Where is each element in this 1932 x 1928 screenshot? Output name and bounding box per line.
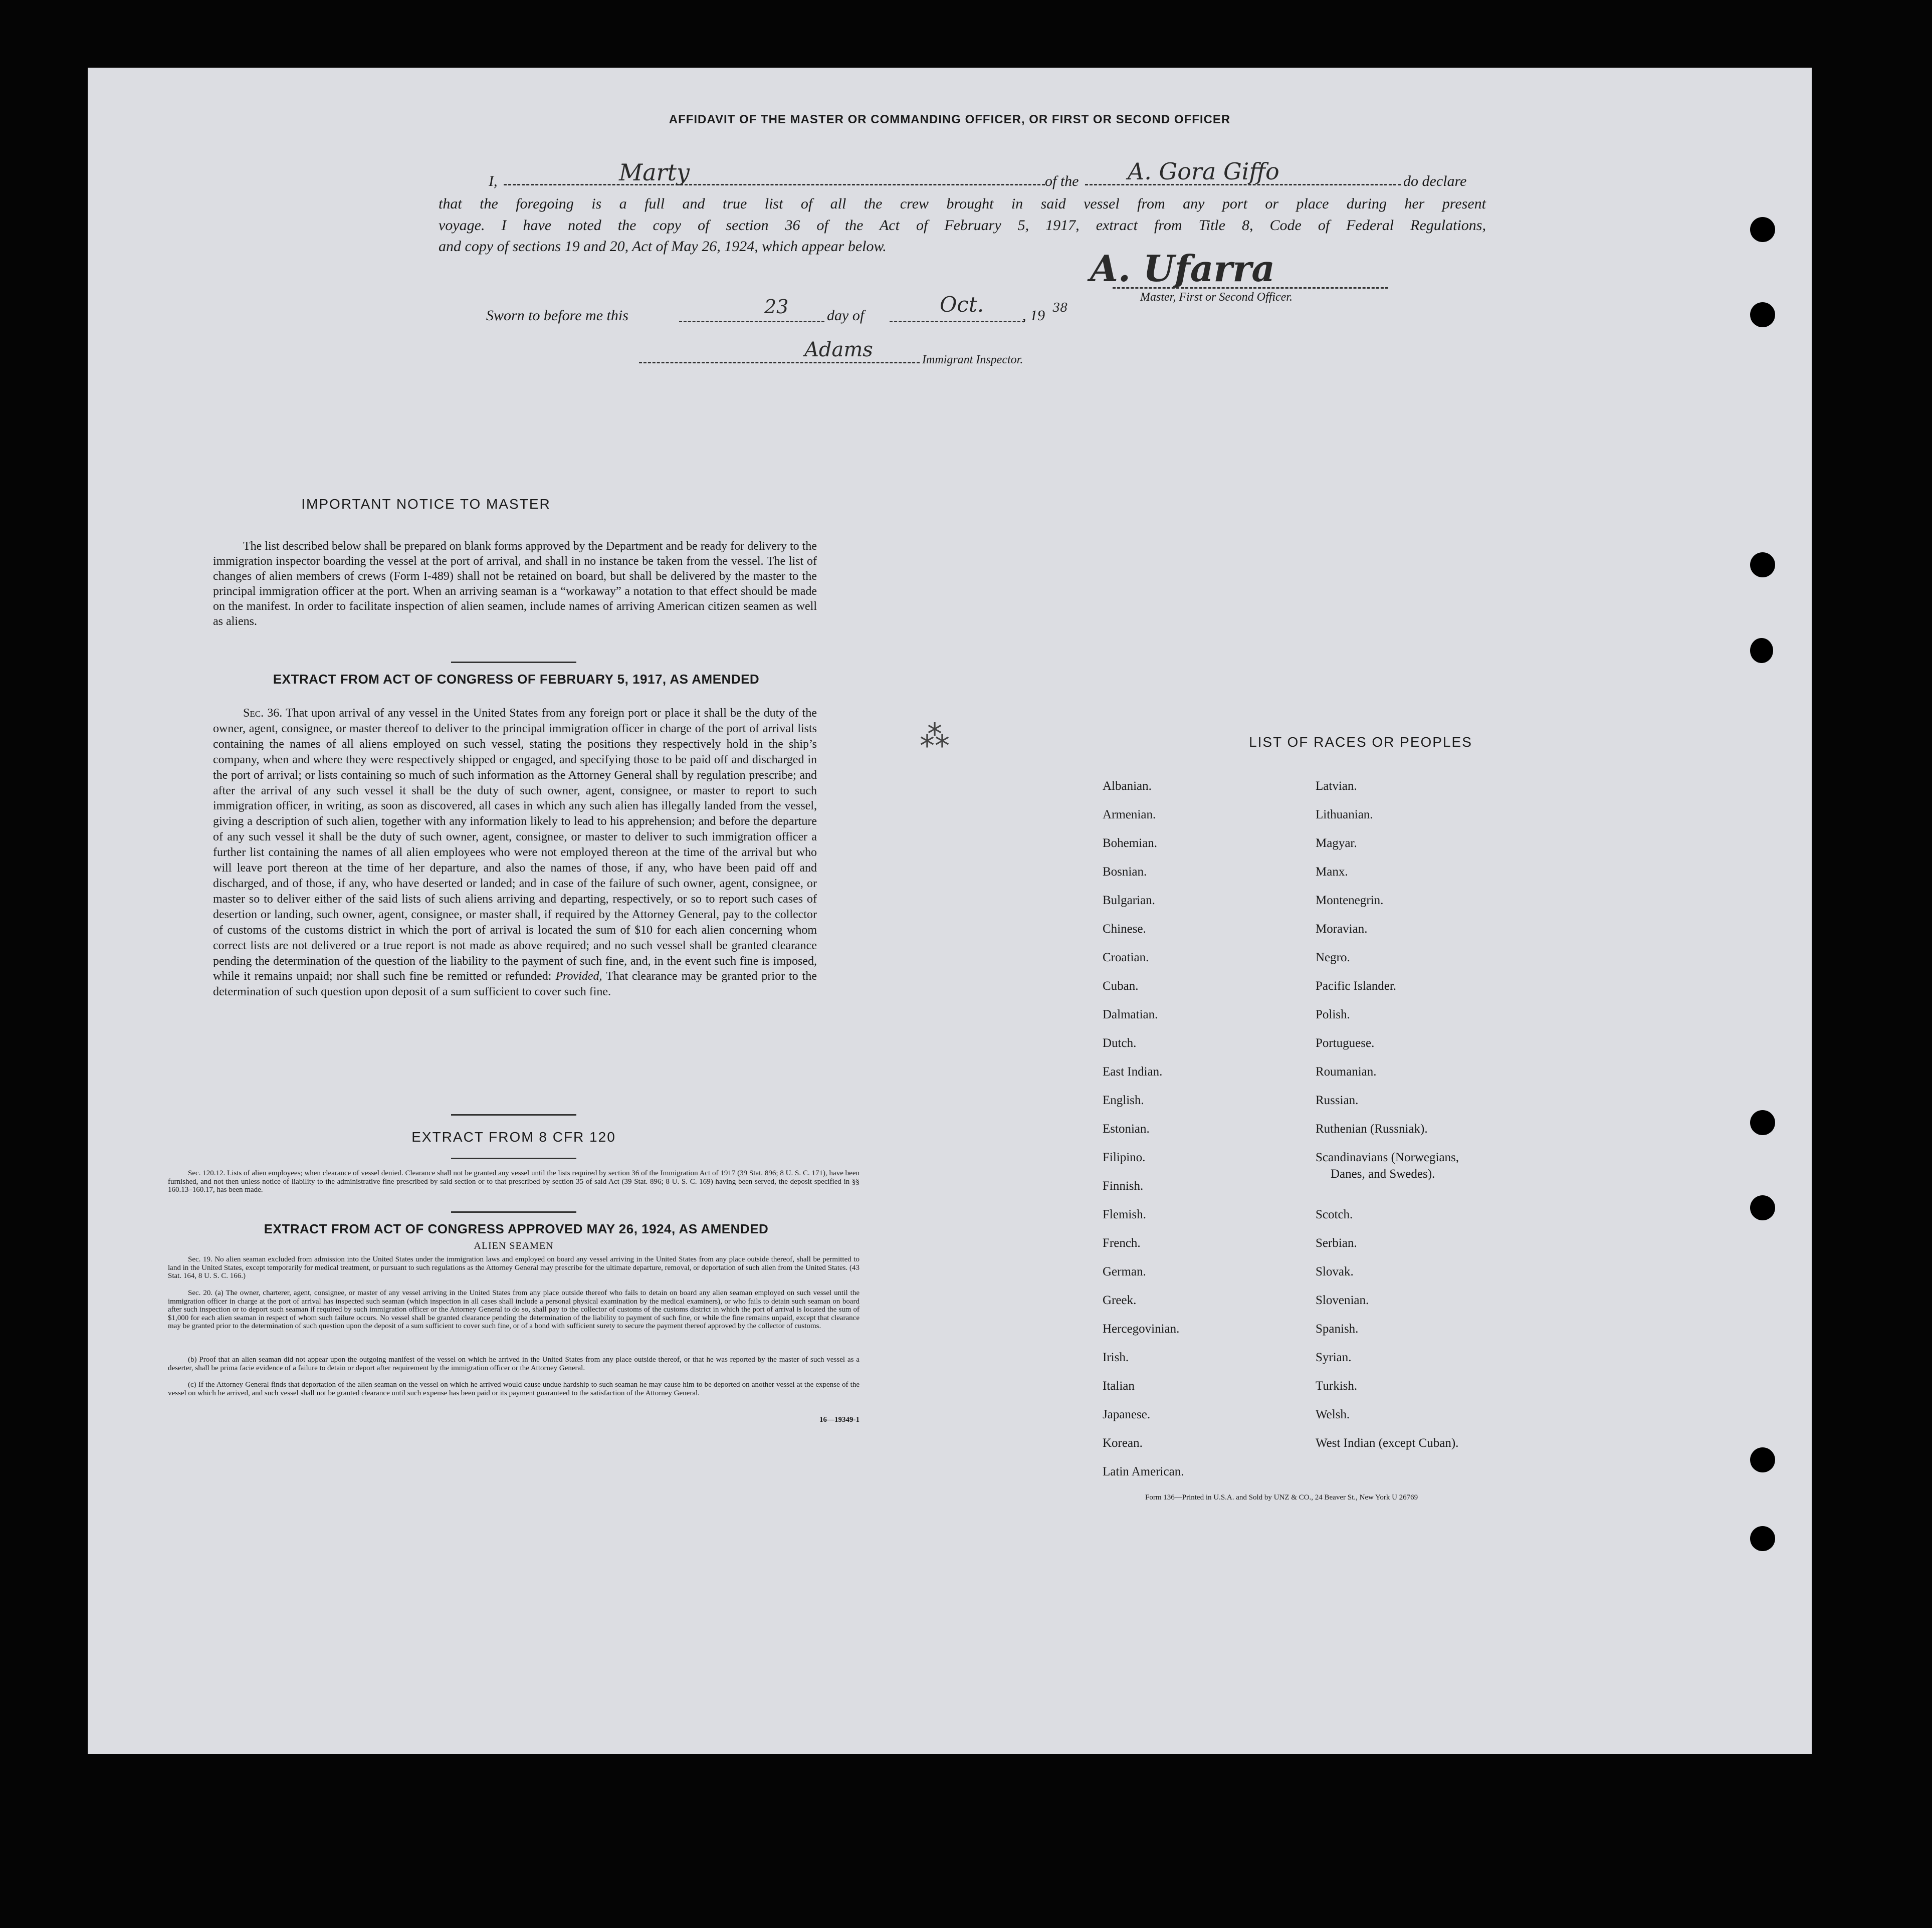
race-item: Roumanian. [1316, 1065, 1377, 1079]
master-signature-line [1113, 287, 1388, 289]
race-item: Latvian. [1316, 779, 1357, 793]
race-item: Slovenian. [1316, 1294, 1369, 1307]
do-declare-label: do declare [1403, 173, 1467, 189]
race-item: Lithuanian. [1316, 808, 1373, 821]
sworn-month-handwritten: Oct. [940, 292, 984, 317]
race-item: Armenian. [1103, 808, 1156, 821]
race-item: Turkish. [1316, 1379, 1358, 1393]
race-item: Italian [1103, 1379, 1135, 1393]
year-suffix-handwritten: 38 [1052, 301, 1068, 315]
divider [451, 1114, 576, 1116]
race-item: Montenegrin. [1316, 894, 1384, 907]
race-item: Chinese. [1103, 922, 1146, 936]
binder-hole [1750, 1526, 1775, 1551]
race-item: Dalmatian. [1103, 1008, 1158, 1021]
races-title: LIST OF RACES OR PEOPLES [1249, 734, 1472, 750]
race-item: Finnish. [1103, 1179, 1144, 1193]
extract-1917-title: EXTRACT FROM ACT OF CONGRESS OF FEBRUARY 5, 1917, AS AMENDED [273, 672, 760, 687]
affidavit-title: AFFIDAVIT OF THE MASTER OR COMMANDING OFFICER, OR FIRST OR SECOND OFFICER [669, 113, 1231, 126]
binder-hole [1750, 1195, 1775, 1220]
sworn-day-line [679, 321, 824, 322]
cfr-section-text: Sec. 120.12. Lists of alien employees; when clearance of vessel denied. Clearance shall not be granted any vessel until the lists required by section 36 of the Immigration Act of 1917 (39 Stat. 896; 8 U. S. C. 171), have been furnished, and not then unless notice of liability to the administrative fine prescribed by said section or to that prescribed by section 35 of said Act (39 Stat. 896; 8 U. S. C. 169) having been served, the deposit specified in §§ 160.13–160.17, has been made. [168, 1169, 860, 1194]
binder-hole [1750, 217, 1775, 242]
section-20c-text: (c) If the Attorney General finds that deportation of the alien seaman on the vessel on which he arrived would cause undue hardship to such seaman he may cause him to be deported on another vessel at the expense of the vessel on which he arrived, and such vessel shall not be granted clearance until such expense has been paid or its payment guaranteed to the satisfaction of the Attorney General. [168, 1381, 860, 1397]
race-item: Latin American. [1103, 1465, 1184, 1478]
of-the-label: of the [1045, 173, 1079, 189]
sworn-label: Sworn to before me this [486, 307, 628, 324]
inspector-line [639, 362, 920, 363]
race-item: Bohemian. [1103, 836, 1158, 850]
race-item: Negro. [1316, 951, 1350, 964]
race-item: West Indian (except Cuban). [1316, 1436, 1459, 1450]
binder-hole [1750, 638, 1773, 663]
race-item: Russian. [1316, 1094, 1359, 1107]
affidavit-line-4: and copy of sections 19 and 20, Act of May 26, 1924, which appear below. [439, 238, 887, 255]
race-item: Ruthenian (Russniak). [1316, 1122, 1428, 1136]
notice-body: The list described below shall be prepared on blank forms approved by the Department and be ready for delivery to the immigration inspector boarding the vessel at the port of arrival, and shall in no instance be taken from the vessel. The list of changes of alien members of crews (Form I-489) shall not be retained on board, but shall be delivered by the master to the principal immigration officer at the port. When an arriving seaman is a “workaway” a notation to that effect should be made on the manifest. In order to facilitate inspection of alien seamen, include names of arriving American citizen seamen as well as aliens. [213, 540, 817, 628]
race-item: Korean. [1103, 1436, 1143, 1450]
race-item: Serbian. [1316, 1236, 1357, 1250]
binder-hole [1750, 302, 1775, 327]
binder-hole [1750, 1447, 1775, 1472]
vessel-name-handwritten: A. Gora Giffo [1128, 158, 1279, 185]
race-item: Magyar. [1316, 836, 1357, 850]
notice-title: IMPORTANT NOTICE TO MASTER [301, 496, 551, 512]
section-20a-text: Sec. 20. (a) The owner, charterer, agent, consignee, or master of any vessel arriving in the United States from any place outside thereof who fails to detain on board any alien seaman employed on such vessel until the immigration officer in charge at the port of arrival has inspected such seaman (which inspection in all cases shall include a personal physical examination by the medical examiners), or who fails to detain such seaman on board after such inspection or to deport such seaman if required by such immigration officer or the Attorney General to do so, shall pay to the collector of customs of the customs district in which the port of arrival is located the sum of $1,000 for each alien seaman in respect of whom such failure occurs. No vessel shall be granted clearance pending the determination of the liability to payment of such fine, or while the fine remains unpaid, except that clearance may be granted prior to the determination of such question upon the deposit of a sum sufficient to cover such fine, or of a bond with sufficient surety to secure the payment thereof approved by the collector of customs. [168, 1289, 860, 1330]
race-item: Cuban. [1103, 979, 1139, 993]
race-item: Danes, and Swedes). [1331, 1167, 1435, 1181]
inspector-signature: Adams [804, 338, 873, 361]
form-code: 16—19349-1 [819, 1416, 860, 1424]
race-item: Hercegovinian. [1103, 1322, 1180, 1336]
race-item: Albanian. [1103, 779, 1152, 793]
master-name-handwritten: Marty [619, 159, 690, 186]
ink-smudge: ⁂ [920, 720, 950, 753]
master-signature: A. Ufarra [1090, 247, 1275, 290]
race-item: Irish. [1103, 1351, 1129, 1364]
extract-1924-title: EXTRACT FROM ACT OF CONGRESS APPROVED MAY 26, 1924, AS AMENDED [264, 1221, 769, 1236]
affidavit-line-3: voyage. I have noted the copy of section 36 of the Act of February 5, 1917, extract from Title 8, Code of Federal Regulations, [439, 217, 1486, 234]
race-item: Greek. [1103, 1294, 1137, 1307]
race-item: Dutch. [1103, 1036, 1137, 1050]
master-name-line [504, 184, 1045, 185]
race-item: Pacific Islander. [1316, 979, 1397, 993]
race-item: Flemish. [1103, 1208, 1146, 1221]
section-36-label: Sec. 36. [243, 707, 283, 720]
race-item: Scandinavians (Norwegians, [1316, 1151, 1459, 1164]
affidavit-i-label: I, [489, 173, 498, 189]
master-signature-caption: Master, First or Second Officer. [1140, 291, 1293, 304]
race-item: Estonian. [1103, 1122, 1150, 1136]
section-36-body-end: That clearance may be granted prior to the determination of such question upon deposit of a sum sufficient to cover such fine. [213, 970, 817, 999]
section-36-body: That upon arrival of any vessel in the United States from any foreign port or place it shall be the duty of the owner, agent, consignee, or master thereof to deliver to the principal immigration officer in charge of the port of arrival lists containing the names of all aliens employed on such vessel, stating the positions they respectively hold in the ship’s company, when and where they were respectively shipped or engaged, and specifying those to be paid off and discharged in the port of arrival; or lists containing so much of such information as the Attorney General shall by regulation prescribe; and after the arrival of any such vessel it shall be the duty of such owner, agent, consignee, or master to report to such immigration officer, in writing, as soon as discovered, all cases in which any such alien has illegally landed from the vessel, giving a description of such alien, together with any information likely to lead to his apprehension; and before the departure of any such vessel it shall be the duty of such owner, agent, consignee, or master to deliver to such immigration officer a further list containing the names of all alien employees who were not employed thereon at the time of the arrival but who will leave port thereon at the time of her departure, and also the names of those, if any, who have been paid off and discharged, and of those, if any, who have deserted or landed; and in case of the failure of such owner, agent, consignee, or master so to deliver either of the said lists of such aliens arriving and departing, respectively, or so to report such cases of desertion or landing, such owner, agent, consignee, or master shall, if required by the Attorney General, pay to the collector of customs of the customs district in which the port of arrival is located the sum of $10 for each alien concerning whom correct lists are not delivered or a true report is not made as above required; and no such vessel shall be granted clearance pending the determination of the question of the liability to the payment of such fine, and, in the event such fine is imposed, while it remains unpaid; nor shall such fine be remitted or refunded: [213, 707, 817, 983]
race-item: Bosnian. [1103, 865, 1147, 879]
race-item: Slovak. [1316, 1265, 1354, 1278]
sworn-day-handwritten: 23 [764, 296, 789, 318]
race-item: Spanish. [1316, 1322, 1359, 1336]
alien-seamen-subtitle: ALIEN SEAMEN [474, 1240, 554, 1251]
race-item: Polish. [1316, 1008, 1350, 1021]
race-item: Manx. [1316, 865, 1348, 879]
race-item: Moravian. [1316, 922, 1368, 936]
race-item: English. [1103, 1094, 1144, 1107]
race-item: Welsh. [1316, 1408, 1350, 1421]
divider [451, 1158, 576, 1159]
race-item: Syrian. [1316, 1351, 1352, 1364]
divider [451, 662, 576, 663]
binder-hole [1750, 552, 1775, 577]
race-item: Portuguese. [1316, 1036, 1375, 1050]
affidavit-line-2: that the foregoing is a full and true list of all the crew brought in said vessel from any port or place during her present [439, 195, 1486, 212]
race-item: Japanese. [1103, 1408, 1151, 1421]
binder-hole [1750, 1110, 1775, 1135]
day-of-label: day of [827, 307, 865, 324]
race-item: East Indian. [1103, 1065, 1163, 1079]
race-item: Bulgarian. [1103, 894, 1155, 907]
printer-footer: Form 136—Printed in U.S.A. and Sold by UNZ & CO., 24 Beaver St., New York U 26769 [1145, 1493, 1418, 1502]
section-36-provided: Provided, [555, 970, 602, 983]
divider [451, 1211, 576, 1213]
race-item: Croatian. [1103, 951, 1149, 964]
document-page [88, 68, 1812, 1754]
year-label: , 19 [1022, 307, 1045, 324]
inspector-caption: Immigrant Inspector. [922, 353, 1023, 366]
section-36-text [213, 706, 817, 1000]
extract-cfr-title: EXTRACT FROM 8 CFR 120 [411, 1129, 616, 1145]
race-item: Filipino. [1103, 1151, 1146, 1164]
section-19-text: Sec. 19. No alien seaman excluded from admission into the United States under the immigration laws and employed on board any vessel arriving in the United States from any place outside thereof, shall be permitted to land in the United States, except temporarily for medical treatment, or pursuant to such regulations as the Attorney General may prescribe for the ultimate departure, removal, or deportation of such alien from the United States. (43 Stat. 164, 8 U. S. C. 166.) [168, 1255, 860, 1280]
race-item: French. [1103, 1236, 1141, 1250]
sworn-month-line [890, 321, 1025, 322]
race-item: German. [1103, 1265, 1146, 1278]
race-item: Scotch. [1316, 1208, 1353, 1221]
section-20b-text: (b) Proof that an alien seaman did not appear upon the outgoing manifest of the vessel on which he arrived in the United States from any place outside thereof, or that he was reported by the master of such vessel as a deserter, shall be prima facie evidence of a failure to detain or deport after requirement by the immigration officer or the Attorney General. [168, 1356, 860, 1372]
